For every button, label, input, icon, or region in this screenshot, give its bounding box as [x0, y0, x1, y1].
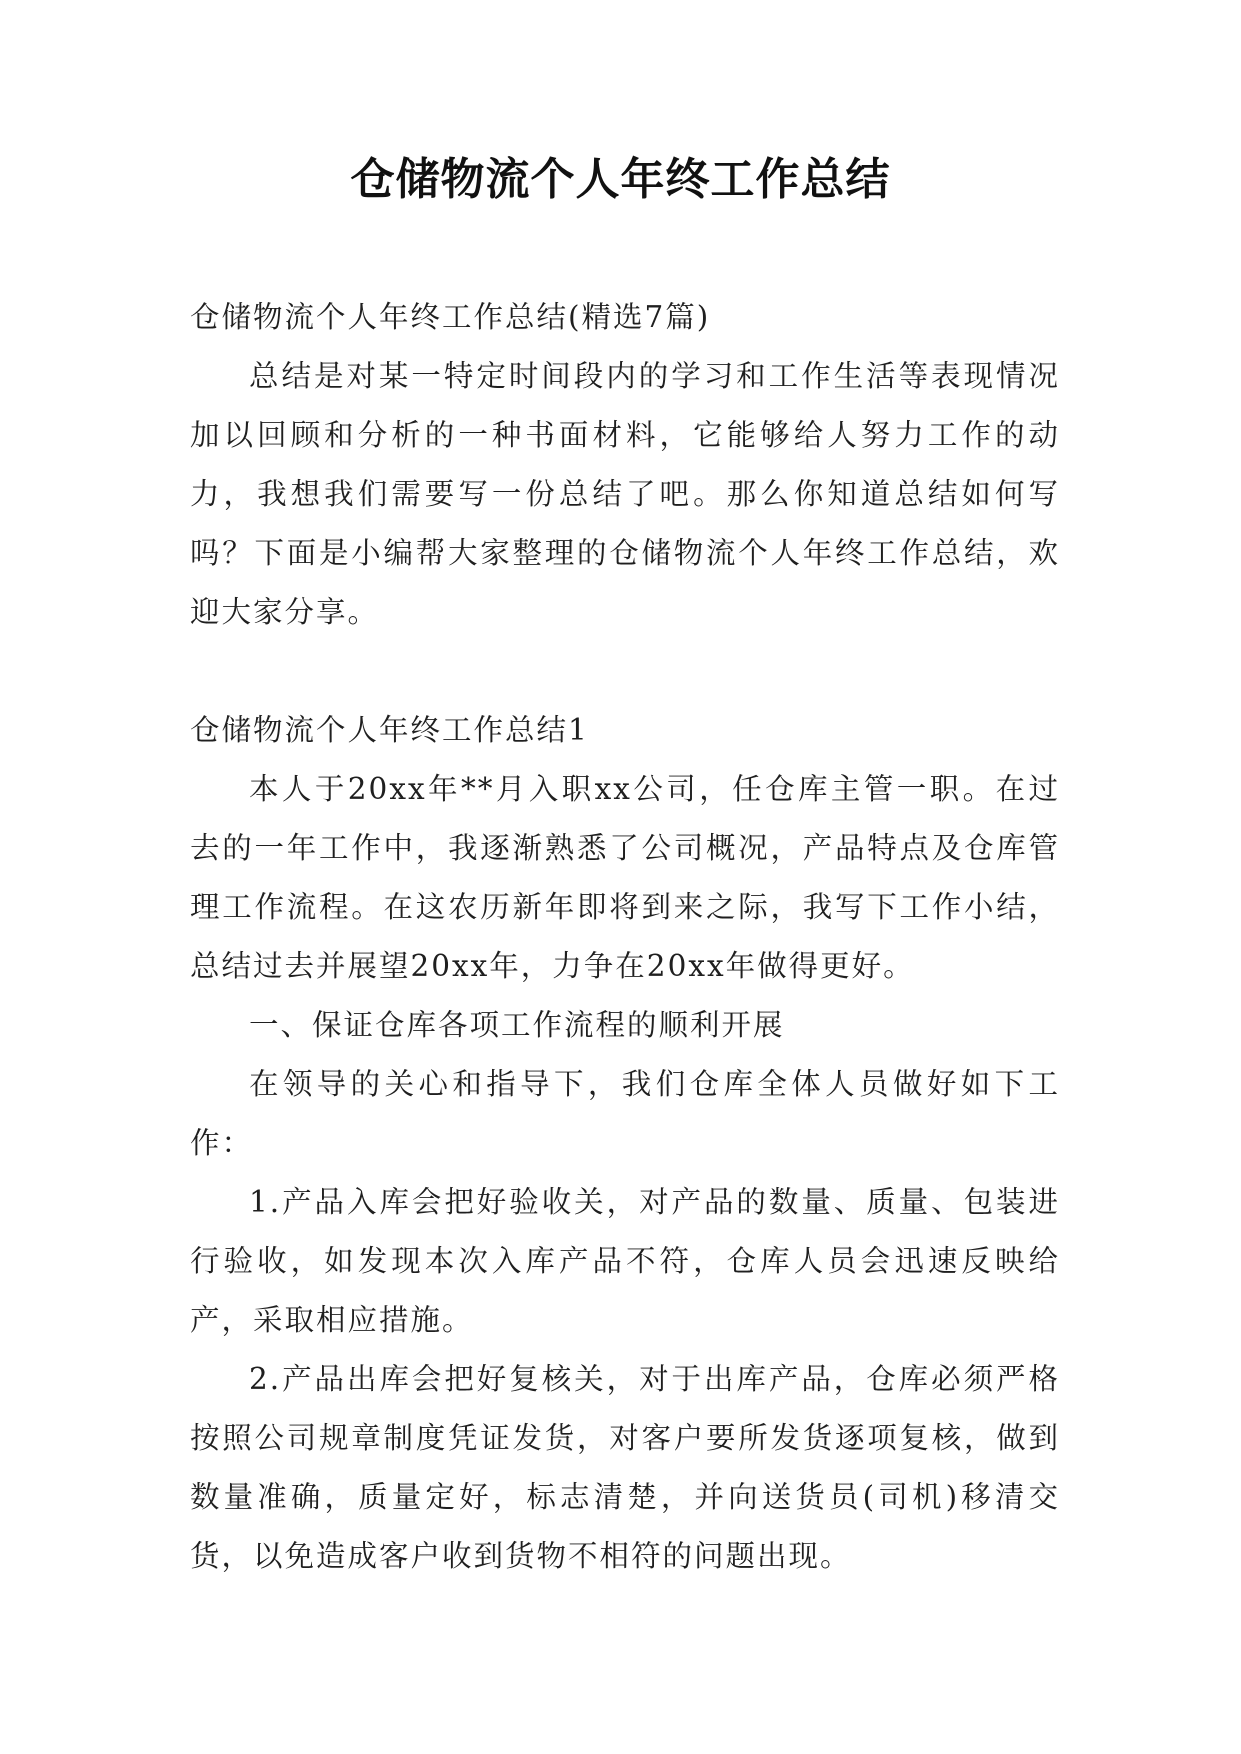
document-title: 仓储物流个人年终工作总结 — [350, 154, 891, 205]
paragraph-intro: 总结是对某一特定时间段内的学习和工作生活等表现情况加以回顾和分析的一种书面材料，它能够给人努力工作的动力，我想我们需要写一份总结了吧。那么你知道总结如何写吗？下面是小编帮大家整理的仓储物流个人年终工作总结，欢迎大家分享。 — [190, 359, 1060, 629]
paragraph-subtitle: 仓储物流个人年终工作总结(精选7篇) — [190, 300, 711, 334]
list-heading: 一、保证仓库各项工作流程的顺利开展 — [249, 1008, 785, 1042]
document-body — [190, 288, 1060, 1586]
list-item-1: 1.产品入库会把好验收关，对产品的数量、质量、包装进行验收，如发现本次入库产品不符，仓库人员会迅速反映给产，采取相应措施。 — [190, 1185, 1060, 1337]
list-item-2: 2.产品出库会把好复核关，对于出库产品，仓库必须严格按照公司规章制度凭证发货，对客户要所发货逐项复核，做到数量准确，质量定好，标志清楚，并向送货员(司机)移清交货，以免造成客户收到货物不相符的问题出现。 — [190, 1362, 1060, 1573]
paragraph-self-intro: 本人于20xx年**月入职xx公司，任仓库主管一职。在过去的一年工作中，我逐渐熟悉了公司概况，产品特点及仓库管理工作流程。在这农历新年即将到来之际，我写下工作小结，总结过去并展望20xx年，力争在20xx年做得更好。 — [190, 772, 1060, 983]
section-heading: 仓储物流个人年终工作总结1 — [190, 713, 589, 747]
paragraph-lead: 在领导的关心和指导下，我们仓库全体人员做好如下工作： — [190, 1067, 1060, 1160]
